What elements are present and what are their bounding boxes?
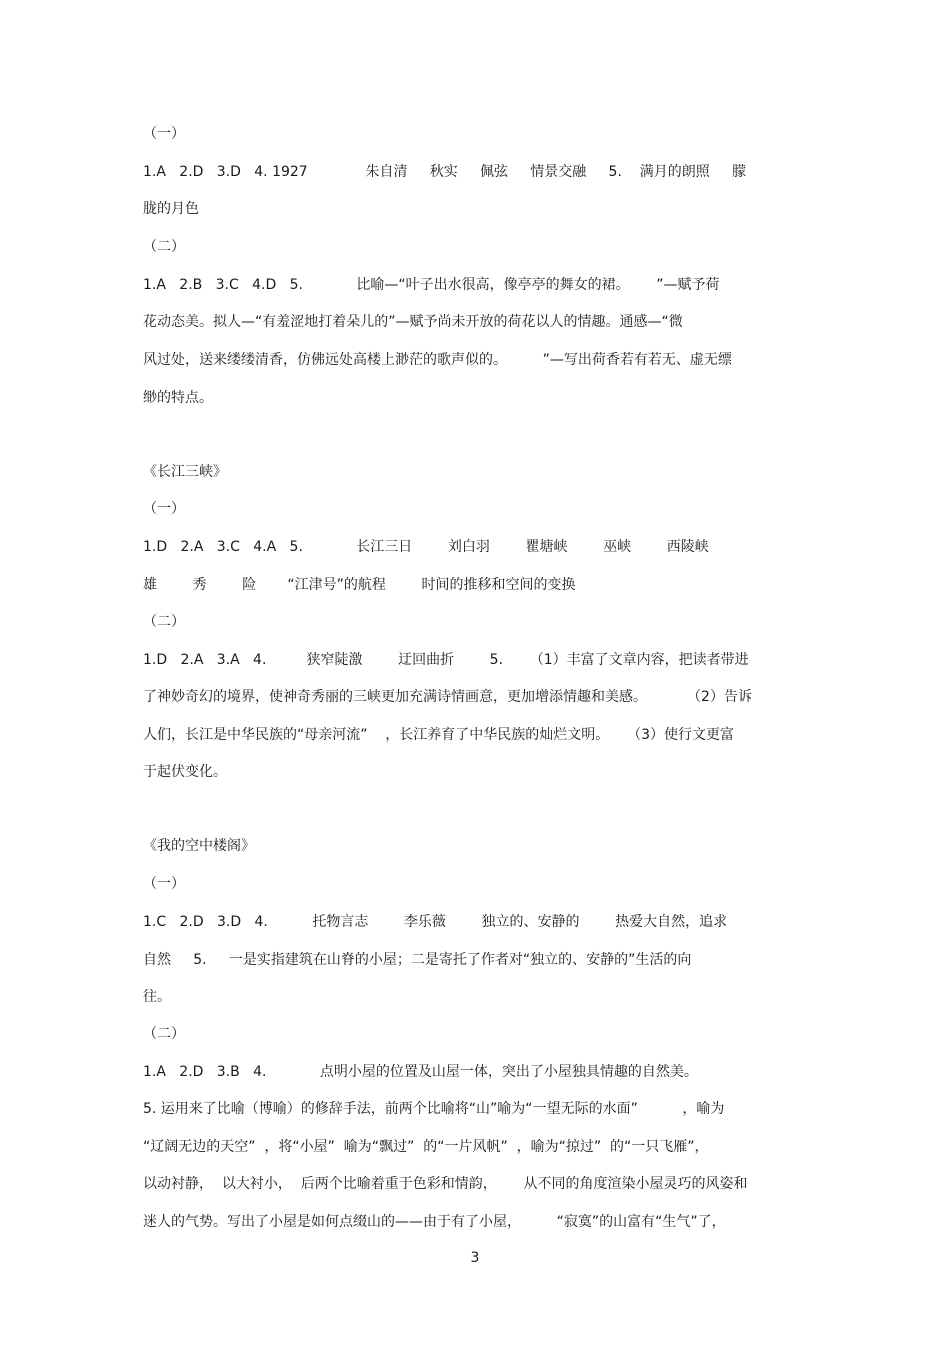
section-header: （一） — [143, 501, 185, 517]
section-header: （二） — [143, 239, 185, 255]
section-header: （二） — [143, 614, 185, 630]
answer-line: 了神妙奇幻的境界，使神奇秀丽的三峡更加充满诗情画意，更加增添情趣和美感。 （2）告诉 — [143, 689, 752, 705]
section-header: （二） — [143, 1026, 185, 1042]
answer-line: 雄 秀 险 “江津号”的航程 时间的推移和空间的变换 — [143, 577, 576, 593]
answer-line: 胧的月色 — [143, 201, 199, 217]
section-header: （一） — [143, 126, 185, 142]
answer-line: 花动态美。拟人—“有羞涩地打着朵儿的”—赋予尚未开放的荷花以人的情趣。通感—“微 — [143, 314, 683, 330]
answer-line: 自然 5. 一是实指建筑在山脊的小屋；二是寄托了作者对“独立的、安静的”生活的向 — [143, 952, 692, 968]
answer-line: 5. 运用来了比喻（博喻）的修辞手法，前两个比喻将“山”喻为“一望无际的水面” ，喻为 — [143, 1101, 725, 1117]
answer-line: 以动衬静， 以大衬小， 后两个比喻着重于色彩和情韵， 从不同的角度渲染小屋灵巧的风姿和 — [143, 1176, 748, 1192]
answer-line: 人们，长江是中华民族的“母亲河流” ，长江养育了中华民族的灿烂文明。 （3）使行文更富 — [143, 727, 735, 743]
section-header: （一） — [143, 876, 185, 892]
answer-line: 往。 — [143, 989, 171, 1005]
answer-line: 1.D 2.A 3.A 4. 狭窄陡激 迂回曲折 5. （1）丰富了文章内容，把读者带进 — [143, 652, 749, 668]
answer-line: 1.A 2.D 3.D 4. 1927 朱自清 秋实 佩弦 情景交融 5. 满月的朗照 朦 — [143, 164, 746, 180]
answer-line: 1.A 2.D 3.B 4. 点明小屋的位置及山屋一体，突出了小屋独具情趣的自然美。 — [143, 1064, 698, 1080]
answer-line: “辽阔无边的天空” ，将“小屋” 喻为“飘过” 的“一片风帆” ，喻为“掠过” 的“一只飞雁”， — [143, 1139, 709, 1155]
answer-line: 迷人的气势。写出了小屋是如何点缀山的——由于有了小屋， “寂寞”的山富有“生气”了， — [143, 1214, 726, 1230]
answer-line: 1.D 2.A 3.C 4.A 5. 长江三日 刘白羽 瞿塘峡 巫峡 西陵峡 — [143, 539, 709, 555]
answer-line: 缈的特点。 — [143, 390, 213, 406]
chapter-title: 《我的空中楼阁》 — [143, 838, 255, 854]
answer-line: 1.A 2.B 3.C 4.D 5. 比喻—“叶子出水很高，像亭亭的舞女的裙。 ”—赋予荷 — [143, 277, 720, 293]
answer-line: 于起伏变化。 — [143, 764, 227, 780]
page-number: 3 — [470, 1250, 480, 1266]
answer-line: 风过处，送来缕缕清香，仿佛远处高楼上渺茫的歌声似的。 ”—写出荷香若有若无、虚无缥 — [143, 352, 732, 368]
answer-line: 1.C 2.D 3.D 4. 托物言志 李乐薇 独立的、安静的 热爱大自然，追求 — [143, 914, 728, 930]
chapter-title: 《长江三峡》 — [143, 464, 227, 480]
